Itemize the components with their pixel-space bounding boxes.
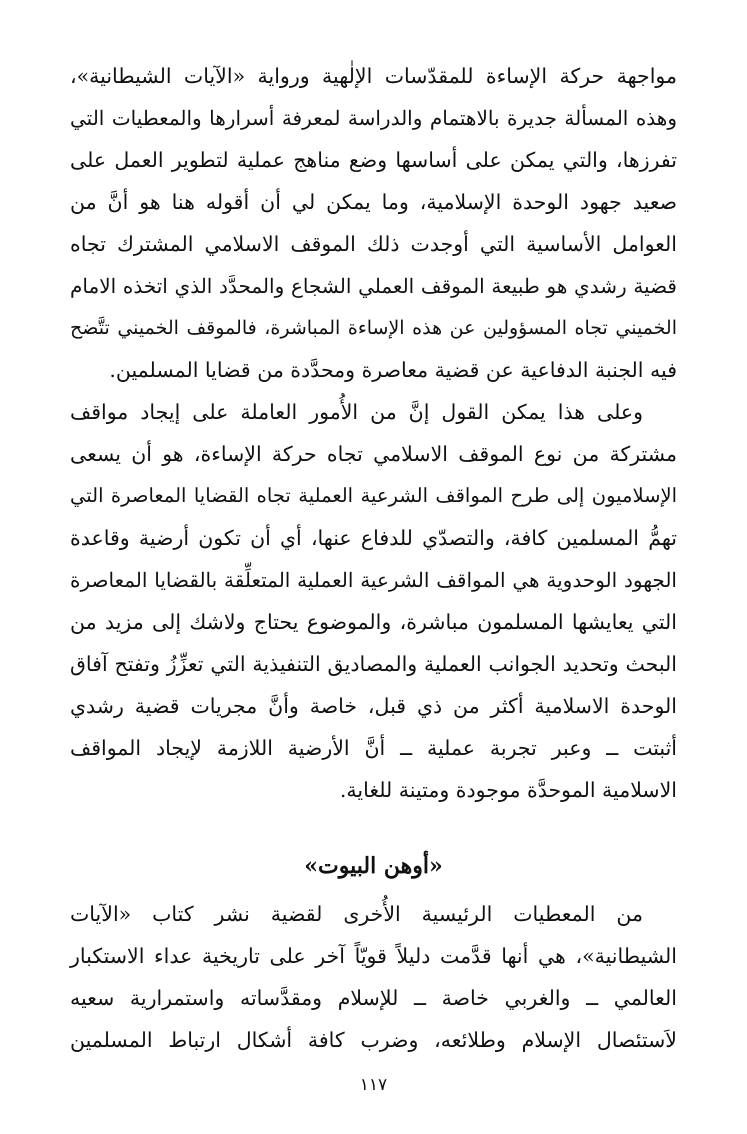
text-line: التي يعايشها المسلمون مباشرة، والموضوع يحتاج ولاشك إلى مزيد من: [70, 610, 677, 634]
text-line: وعلى هذا يمكن القول إنَّ من الأُمور العاملة على إيجاد مواقف: [70, 400, 643, 424]
text-line: تهمُّ المسلمين كافة، والتصدّي للدفاع عنها، أي أن تكون أرضية وقاعدة: [70, 526, 677, 550]
text-line: العوامل الأساسية التي أوجدت ذلك الموقف الاسلامي المشترك تجاه: [70, 232, 677, 256]
text-line: الوحدة الاسلامية أكثر من ذي قبل، خاصة وأنَّ مجريات قضية رشدي: [70, 694, 677, 718]
section-title: «أوهن البيوت»: [304, 853, 443, 879]
text-line: من المعطيات الرئيسية الأُخرى لقضية نشر كتاب «الآيات: [70, 902, 643, 926]
text-line: قضية رشدي هو طبيعة الموقف العملي الشجاع والمحدَّد الذي اتخذه الامام: [70, 274, 677, 298]
document-page: [70, 0, 677, 1134]
text-line: الاسلامية الموحدَّة موجودة ومتينة للغاية.: [339, 778, 677, 802]
text-line: الجهود الوحدوية هي المواقف الشرعية العملية المتعلِّقة بالقضايا المعاصرة: [70, 568, 677, 592]
text-line: مواجهة حركة الإساءة للمقدّسات الإلٰهية ورواية «الآيات الشيطانية»،: [70, 64, 677, 88]
text-line: العالمي ــ والغربي خاصة ــ للإسلام ومقدَّساته واستمرارية سعيه: [70, 986, 677, 1010]
text-line: الخميني تجاه المسؤولين عن هذه الإساءة المباشرة، فالموقف الخميني تتَّضح: [70, 317, 677, 339]
text-line: صعيد جهود الوحدة الإسلامية، وما يمكن لي أن أقوله هنا هو أنَّ من: [70, 190, 677, 214]
text-line: البحث وتحديد الجوانب العملية والمصاديق التنفيذية التي تعزِّزُ وتفتح آفاق: [70, 652, 677, 676]
text-line: وهذه المسألة جديرة بالاهتمام والدراسة لمعرفة أسرارها والمعطيات التي: [70, 106, 677, 130]
text-line: تفرزها، والتي يمكن على أساسها وضع مناهج عملية لتطوير العمل على: [70, 148, 677, 172]
text-line: أثبتت ــ وعبر تجربة عملية ــ أنَّ الأرضية اللازمة لإيجاد المواقف: [70, 736, 677, 760]
text-line: الإسلاميون إلى طرح المواقف الشرعية العملية تجاه القضايا المعاصرة التي: [70, 484, 677, 507]
text-line: فيه الجنبة الدفاعية عن قضية معاصرة ومحدَّدة من قضايا المسلمين.: [109, 358, 677, 382]
text-line: مشتركة من نوع الموقف الاسلامي تجاه حركة الإساءة، هو أن يسعى: [70, 442, 677, 466]
text-line: لاَستئصال الإسلام وطلائعه، وضرب كافة أشكال ارتباط المسلمين: [70, 1028, 677, 1052]
text-line: الشيطانية»، هي أنها قدَّمت دليلاً قويّاً آخر على تاريخية عداء الاستكبار: [70, 944, 677, 968]
page-number: ١١٧: [359, 1075, 388, 1095]
